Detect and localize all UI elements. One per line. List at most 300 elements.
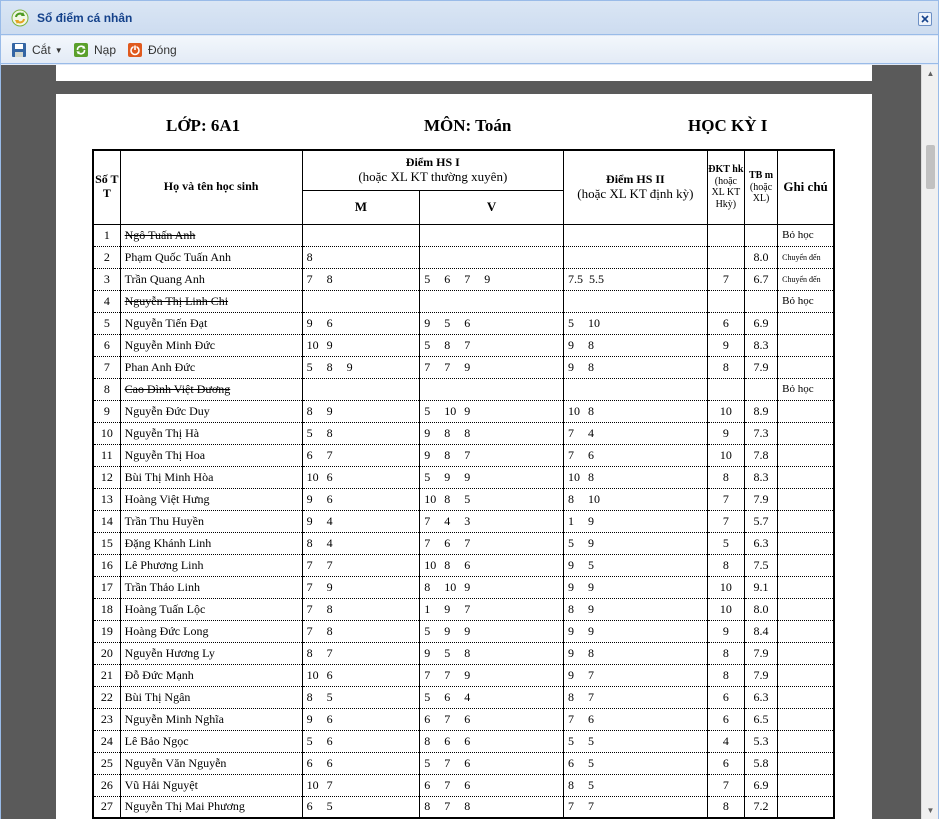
cell-tbm: 6.5 — [744, 708, 777, 730]
score-value: 8 — [306, 535, 313, 550]
table-row — [93, 312, 834, 334]
cell-scores-m — [302, 774, 420, 796]
table-row — [93, 730, 834, 752]
cell-dkt: 7 — [707, 774, 744, 796]
score-value: 10 — [444, 579, 457, 594]
score-value: 9 — [484, 271, 491, 286]
cell-scores-hs2 — [564, 708, 708, 730]
cell-tbm: 9.1 — [744, 576, 777, 598]
table-row — [93, 268, 834, 290]
toolbar — [1, 36, 938, 64]
cell-student-name: Nguyễn Văn Nguyễn — [120, 752, 302, 774]
table-row — [93, 510, 834, 532]
cell-dkt — [707, 246, 744, 268]
score-value: 6 — [568, 755, 574, 770]
report-header — [56, 116, 872, 140]
score-value: 7 — [588, 689, 594, 704]
cell-scores-v — [420, 334, 564, 356]
cell-stt: 21 — [93, 664, 120, 686]
score-value: 7 — [306, 601, 313, 616]
cell-student-name: Cao Đình Việt Dương — [120, 378, 302, 400]
table-row — [93, 400, 834, 422]
cell-dkt — [707, 290, 744, 312]
header-hs2 — [564, 150, 708, 224]
score-value: 9 — [306, 315, 313, 330]
cell-scores-m — [302, 422, 420, 444]
score-value: 7 — [326, 645, 333, 660]
score-value: 6 — [464, 755, 471, 770]
score-value: 8 — [326, 623, 333, 638]
cell-scores-hs2 — [564, 642, 708, 664]
cell-note: Chuyển đến — [778, 246, 834, 268]
cell-student-name: Bùi Thị Ngân — [120, 686, 302, 708]
score-value: 6 — [464, 711, 471, 726]
cell-stt: 12 — [93, 466, 120, 488]
score-value: 8 — [588, 403, 594, 418]
cell-stt: 24 — [93, 730, 120, 752]
score-value: 7 — [464, 271, 471, 286]
cell-note — [778, 334, 834, 356]
score-value: 5 — [326, 799, 333, 814]
load-button[interactable] — [73, 40, 116, 60]
cell-stt: 11 — [93, 444, 120, 466]
score-value: 6 — [306, 755, 313, 770]
cell-scores-m — [302, 312, 420, 334]
header-m: M — [302, 190, 420, 224]
score-value: 6 — [464, 557, 471, 572]
score-value: 8 — [424, 799, 431, 814]
table-row — [93, 576, 834, 598]
score-value: 8 — [306, 403, 313, 418]
cell-tbm: 6.9 — [744, 312, 777, 334]
table-row — [93, 598, 834, 620]
cell-note: Bỏ học — [778, 224, 834, 246]
cell-tbm: 8.4 — [744, 620, 777, 642]
score-value: 8 — [568, 601, 574, 616]
grades-table-body — [93, 224, 834, 818]
report-viewer[interactable] — [1, 65, 921, 819]
score-value: 7 — [444, 711, 451, 726]
cell-scores-v — [420, 730, 564, 752]
cell-scores-hs2 — [564, 686, 708, 708]
score-value: 8 — [464, 645, 471, 660]
score-value: 1 — [568, 513, 574, 528]
cell-student-name: Nguyễn Đức Duy — [120, 400, 302, 422]
cell-student-name: Trần Thu Huyền — [120, 510, 302, 532]
cell-scores-v — [420, 246, 564, 268]
cell-note — [778, 532, 834, 554]
cell-student-name: Nguyễn Minh Nghĩa — [120, 708, 302, 730]
score-value: 9 — [326, 337, 333, 352]
cut-button-label: Cắt — [32, 43, 51, 57]
score-value: 8 — [588, 359, 594, 374]
cell-scores-v — [420, 774, 564, 796]
cell-scores-v — [420, 752, 564, 774]
cell-note — [778, 796, 834, 818]
score-value: 9 — [568, 579, 574, 594]
score-value: 7 — [464, 447, 471, 462]
table-row — [93, 290, 834, 312]
cell-student-name: Nguyễn Thị Mai Phương — [120, 796, 302, 818]
header-hs2-subtitle: (hoặc XL KT định kỳ) — [577, 185, 694, 201]
cell-stt: 5 — [93, 312, 120, 334]
cell-scores-hs2 — [564, 664, 708, 686]
cell-scores-hs2 — [564, 378, 708, 400]
score-value: 9 — [568, 645, 574, 660]
cell-tbm: 5.8 — [744, 752, 777, 774]
score-value: 7 — [444, 755, 451, 770]
cell-dkt: 8 — [707, 554, 744, 576]
score-value: 5 — [326, 689, 333, 704]
cell-student-name: Nguyễn Hương Ly — [120, 642, 302, 664]
cell-dkt: 7 — [707, 510, 744, 532]
scroll-thumb[interactable] — [926, 145, 935, 189]
cell-student-name: Nguyễn Minh Đức — [120, 334, 302, 356]
cell-tbm — [744, 378, 777, 400]
cell-note — [778, 598, 834, 620]
close-button[interactable] — [127, 40, 177, 60]
cell-scores-v — [420, 224, 564, 246]
close-icon[interactable] — [918, 12, 932, 26]
cell-scores-v — [420, 422, 564, 444]
score-value: 5 — [444, 315, 451, 330]
score-value: 8 — [306, 689, 313, 704]
score-value: 9 — [568, 623, 574, 638]
score-value: 9 — [464, 403, 471, 418]
score-value: 9 — [568, 337, 574, 352]
cell-tbm — [744, 224, 777, 246]
score-value: 6 — [464, 777, 471, 792]
cell-dkt: 7 — [707, 488, 744, 510]
score-value: 7 — [424, 513, 431, 528]
score-value: 9 — [588, 535, 594, 550]
cut-button[interactable] — [11, 40, 63, 60]
score-value: 5 — [588, 755, 594, 770]
cell-scores-v — [420, 620, 564, 642]
cell-note: Chuyển đến — [778, 268, 834, 290]
score-value: 9 — [306, 491, 313, 506]
score-value: 6 — [326, 733, 333, 748]
cell-stt: 17 — [93, 576, 120, 598]
score-value: 5 — [424, 623, 431, 638]
score-value: 7 — [444, 359, 451, 374]
cell-student-name: Vũ Hải Nguyệt — [120, 774, 302, 796]
cell-note — [778, 466, 834, 488]
cell-dkt: 8 — [707, 642, 744, 664]
score-value: 8 — [326, 601, 333, 616]
cell-stt: 10 — [93, 422, 120, 444]
cell-note — [778, 708, 834, 730]
cell-scores-hs2 — [564, 510, 708, 532]
score-value: 8 — [306, 645, 313, 660]
cell-dkt: 10 — [707, 400, 744, 422]
cell-student-name: Hoàng Đức Long — [120, 620, 302, 642]
score-value: 10 — [588, 315, 600, 330]
score-value: 9 — [444, 623, 451, 638]
save-disk-icon — [11, 42, 27, 58]
score-value: 8 — [588, 645, 594, 660]
cell-dkt: 6 — [707, 708, 744, 730]
score-value: 6 — [444, 689, 451, 704]
cell-student-name: Phan Anh Đức — [120, 356, 302, 378]
score-value: 7 — [424, 667, 431, 682]
cell-tbm: 5.3 — [744, 730, 777, 752]
cell-tbm: 7.3 — [744, 422, 777, 444]
header-name: Họ và tên học sinh — [120, 150, 302, 224]
score-value: 5 — [424, 689, 431, 704]
cell-student-name: Bùi Thị Minh Hòa — [120, 466, 302, 488]
cell-scores-v — [420, 378, 564, 400]
score-value: 7 — [444, 777, 451, 792]
cell-scores-m — [302, 642, 420, 664]
scroll-up-icon[interactable]: ▲ — [926, 69, 935, 78]
score-value: 8 — [464, 799, 471, 814]
grades-table — [92, 149, 835, 819]
cell-scores-hs2 — [564, 356, 708, 378]
cell-scores-m — [302, 290, 420, 312]
cell-stt: 8 — [93, 378, 120, 400]
score-value: 8 — [588, 469, 594, 484]
score-value: 9 — [424, 447, 431, 462]
vertical-scrollbar[interactable] — [921, 65, 938, 819]
score-value: 4 — [444, 513, 451, 528]
cell-stt: 19 — [93, 620, 120, 642]
score-value: 9 — [444, 469, 451, 484]
cell-scores-m — [302, 664, 420, 686]
cell-stt: 16 — [93, 554, 120, 576]
cell-scores-m — [302, 488, 420, 510]
cell-scores-hs2 — [564, 774, 708, 796]
cell-stt: 20 — [93, 642, 120, 664]
header-hs2-title: Điểm HS II — [606, 171, 665, 186]
score-value: 7 — [588, 799, 594, 814]
score-value: 7.5 — [568, 271, 583, 286]
score-value: 9 — [464, 667, 471, 682]
cell-scores-hs2 — [564, 444, 708, 466]
header-dkt-title: ĐKT hk — [708, 164, 744, 176]
cell-student-name: Lê Phương Linh — [120, 554, 302, 576]
cell-tbm: 7.9 — [744, 356, 777, 378]
score-value: 7 — [464, 601, 471, 616]
score-value: 6 — [424, 711, 431, 726]
score-value: 6 — [326, 315, 333, 330]
scroll-down-icon[interactable]: ▼ — [926, 806, 935, 815]
cell-scores-v — [420, 532, 564, 554]
subject-label: MÔN: Toán — [424, 116, 512, 135]
score-value: 10 — [424, 557, 437, 572]
cell-tbm: 8.3 — [744, 466, 777, 488]
cell-student-name: Nguyễn Thị Linh Chi — [120, 290, 302, 312]
score-value: 8 — [444, 337, 451, 352]
cell-student-name: Ngô Tuấn Anh — [120, 224, 302, 246]
cell-note — [778, 642, 834, 664]
cell-scores-m — [302, 620, 420, 642]
score-value: 6 — [326, 711, 333, 726]
score-value: 6 — [326, 491, 333, 506]
score-value: 7 — [424, 359, 431, 374]
cell-student-name: Hoàng Việt Hưng — [120, 488, 302, 510]
cell-student-name: Nguyễn Tiến Đạt — [120, 312, 302, 334]
cell-dkt: 9 — [707, 334, 744, 356]
cell-note — [778, 422, 834, 444]
score-value: 4 — [464, 689, 471, 704]
cell-stt: 14 — [93, 510, 120, 532]
cell-scores-hs2 — [564, 488, 708, 510]
score-value: 8 — [424, 733, 431, 748]
cell-tbm: 6.3 — [744, 686, 777, 708]
cell-student-name: Nguyễn Thị Hà — [120, 422, 302, 444]
score-value: 7 — [568, 799, 574, 814]
score-value: 8 — [306, 249, 313, 264]
table-row — [93, 488, 834, 510]
cell-scores-m — [302, 334, 420, 356]
score-value: 10 — [568, 403, 580, 418]
score-value: 7 — [568, 447, 574, 462]
score-value: 9 — [568, 667, 574, 682]
cell-note — [778, 488, 834, 510]
score-value: 8 — [444, 447, 451, 462]
cell-scores-hs2 — [564, 290, 708, 312]
table-row — [93, 642, 834, 664]
score-value: 8 — [326, 359, 333, 374]
cell-tbm: 7.9 — [744, 642, 777, 664]
cell-scores-m — [302, 532, 420, 554]
cell-scores-v — [420, 598, 564, 620]
score-value: 5.5 — [589, 271, 604, 286]
table-row — [93, 444, 834, 466]
score-value: 7 — [326, 557, 333, 572]
score-value: 7 — [306, 557, 313, 572]
header-note: Ghi chú — [778, 150, 834, 224]
score-value: 9 — [464, 579, 471, 594]
cell-scores-hs2 — [564, 224, 708, 246]
cell-scores-v — [420, 554, 564, 576]
score-value: 10 — [306, 469, 319, 484]
cell-note — [778, 664, 834, 686]
cell-scores-hs2 — [564, 752, 708, 774]
cell-dkt: 4 — [707, 730, 744, 752]
score-value: 8 — [424, 579, 431, 594]
cell-stt: 9 — [93, 400, 120, 422]
header-tbm — [744, 150, 777, 224]
score-value: 6 — [326, 755, 333, 770]
cell-scores-v — [420, 576, 564, 598]
cell-tbm: 6.3 — [744, 532, 777, 554]
score-value: 6 — [444, 535, 451, 550]
score-value: 10 — [588, 491, 600, 506]
score-value: 10 — [306, 337, 319, 352]
score-value: 7 — [306, 623, 313, 638]
cell-scores-v — [420, 796, 564, 818]
score-value: 6 — [326, 667, 333, 682]
score-value: 9 — [568, 557, 574, 572]
cell-scores-hs2 — [564, 796, 708, 818]
cell-note — [778, 400, 834, 422]
score-value: 9 — [464, 623, 471, 638]
score-value: 9 — [568, 359, 574, 374]
cell-dkt: 8 — [707, 356, 744, 378]
score-value: 5 — [568, 733, 574, 748]
header-dkt — [707, 150, 744, 224]
score-value: 9 — [424, 645, 431, 660]
cell-scores-v — [420, 290, 564, 312]
cell-stt: 23 — [93, 708, 120, 730]
cell-tbm: 7.9 — [744, 488, 777, 510]
report-page — [56, 94, 872, 819]
refresh-arrows-icon — [11, 9, 29, 27]
score-value: 10 — [306, 777, 319, 792]
class-label: LỚP: 6A1 — [166, 116, 241, 135]
cell-stt: 26 — [93, 774, 120, 796]
cell-note — [778, 620, 834, 642]
score-value: 7 — [464, 337, 471, 352]
score-value: 7 — [424, 535, 431, 550]
score-value: 8 — [588, 337, 594, 352]
header-v: V — [420, 190, 564, 224]
cell-student-name: Nguyễn Thị Hoa — [120, 444, 302, 466]
header-tbm-title: TB m — [748, 170, 774, 181]
score-value: 10 — [424, 491, 437, 506]
cell-student-name: Đặng Khánh Linh — [120, 532, 302, 554]
cell-note — [778, 576, 834, 598]
table-row — [93, 774, 834, 796]
cell-scores-m — [302, 400, 420, 422]
score-value: 10 — [568, 469, 580, 484]
header-hs1-subtitle: (hoặc XL KT thường xuyên) — [358, 168, 508, 184]
cell-scores-v — [420, 708, 564, 730]
score-value: 3 — [464, 513, 471, 528]
table-row — [93, 224, 834, 246]
cell-note — [778, 554, 834, 576]
cell-scores-m — [302, 752, 420, 774]
table-row — [93, 554, 834, 576]
cell-dkt — [707, 378, 744, 400]
score-value: 7 — [444, 667, 451, 682]
cell-scores-hs2 — [564, 576, 708, 598]
cell-scores-v — [420, 466, 564, 488]
score-value: 9 — [588, 601, 594, 616]
cell-dkt: 6 — [707, 686, 744, 708]
score-value: 8 — [464, 425, 471, 440]
cell-scores-hs2 — [564, 730, 708, 752]
score-value: 6 — [444, 733, 451, 748]
cell-scores-m — [302, 598, 420, 620]
score-value: 9 — [424, 425, 431, 440]
score-value: 5 — [568, 535, 574, 550]
score-value: 7 — [326, 777, 333, 792]
header-hs1 — [302, 150, 563, 190]
cell-scores-v — [420, 400, 564, 422]
cell-scores-v — [420, 312, 564, 334]
cell-scores-m — [302, 224, 420, 246]
chevron-down-icon: ▼ — [54, 45, 63, 55]
score-value: 5 — [424, 403, 431, 418]
cell-tbm — [744, 290, 777, 312]
cell-scores-m — [302, 268, 420, 290]
score-value: 5 — [588, 733, 594, 748]
cell-stt: 15 — [93, 532, 120, 554]
power-icon — [127, 42, 143, 58]
cell-note: Bỏ học — [778, 290, 834, 312]
cell-dkt: 7 — [707, 268, 744, 290]
cell-tbm: 8.0 — [744, 598, 777, 620]
score-value: 4 — [588, 425, 594, 440]
score-value: 5 — [424, 755, 431, 770]
cell-tbm: 7.8 — [744, 444, 777, 466]
score-value: 5 — [424, 271, 431, 286]
cell-tbm: 6.9 — [744, 774, 777, 796]
cell-scores-v — [420, 488, 564, 510]
